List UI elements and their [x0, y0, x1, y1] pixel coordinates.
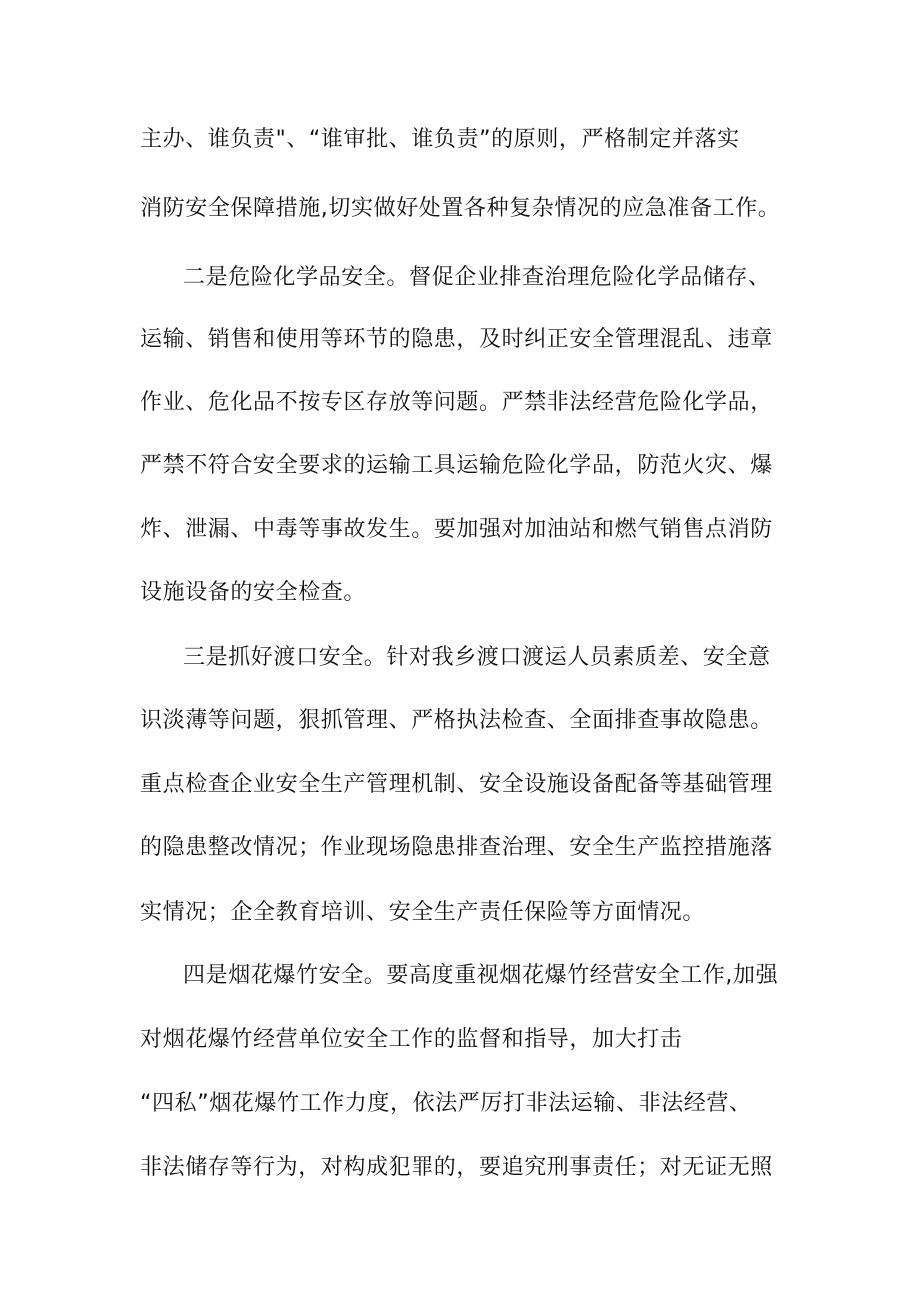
text-line: 识淡薄等问题，狠抓管理、严格执法检查、全面排查事故隐患。: [140, 708, 773, 733]
paragraph-first-line: 二是危险化学品安全。督促企业排查治理危险化学品储存、: [183, 265, 771, 290]
paragraph-first-line: 三是抓好渡口安全。针对我乡渡口渡运人员素质差、安全意: [183, 645, 771, 670]
text-line: 严禁不符合安全要求的运输工具运输危险化学品，防范火灾、爆: [140, 453, 773, 478]
text-line: 的隐患整改情况；作业现场隐患排查治理、安全生产监控措施落: [140, 835, 773, 860]
text-line: 非法储存等行为，对构成犯罪的，要追究刑事责任；对无证无照: [140, 1155, 773, 1180]
text-line: 主办、谁负责"、“谁审批、谁负责”的原则，严格制定并落实: [140, 127, 740, 152]
text-line: 运输、销售和使用等环节的隐患，及时纠正安全管理混乱、违章: [140, 327, 773, 352]
text-line: 实情况；企全教育培训、安全生产责任保险等方面情况。: [140, 900, 706, 925]
paragraph-first-line: 四是烟花爆竹安全。要高度重视烟花爆竹经营安全工作,加强: [183, 963, 779, 988]
text-line: 设施设备的安全检查。: [140, 580, 367, 605]
text-line: 作业、危化品不按专区存放等问题。严禁非法经营危险化学品，: [140, 390, 773, 415]
text-line: 炸、泄漏、中毒等事故发生。要加强对加油站和燃气销售点消防: [140, 517, 773, 542]
text-line: “四私”烟花爆竹工作力度，依法严厉打非法运输、非法经营、: [140, 1091, 752, 1116]
text-line: 消防安全保障措施,切实做好处置各种复杂情况的应急准备工作。: [140, 196, 781, 221]
text-line: 重点检查企业安全生产管理机制、安全设施设备配备等基础管理: [140, 772, 773, 797]
text-line: 对烟花爆竹经营单位安全工作的监督和指导，加大打击: [140, 1027, 683, 1052]
